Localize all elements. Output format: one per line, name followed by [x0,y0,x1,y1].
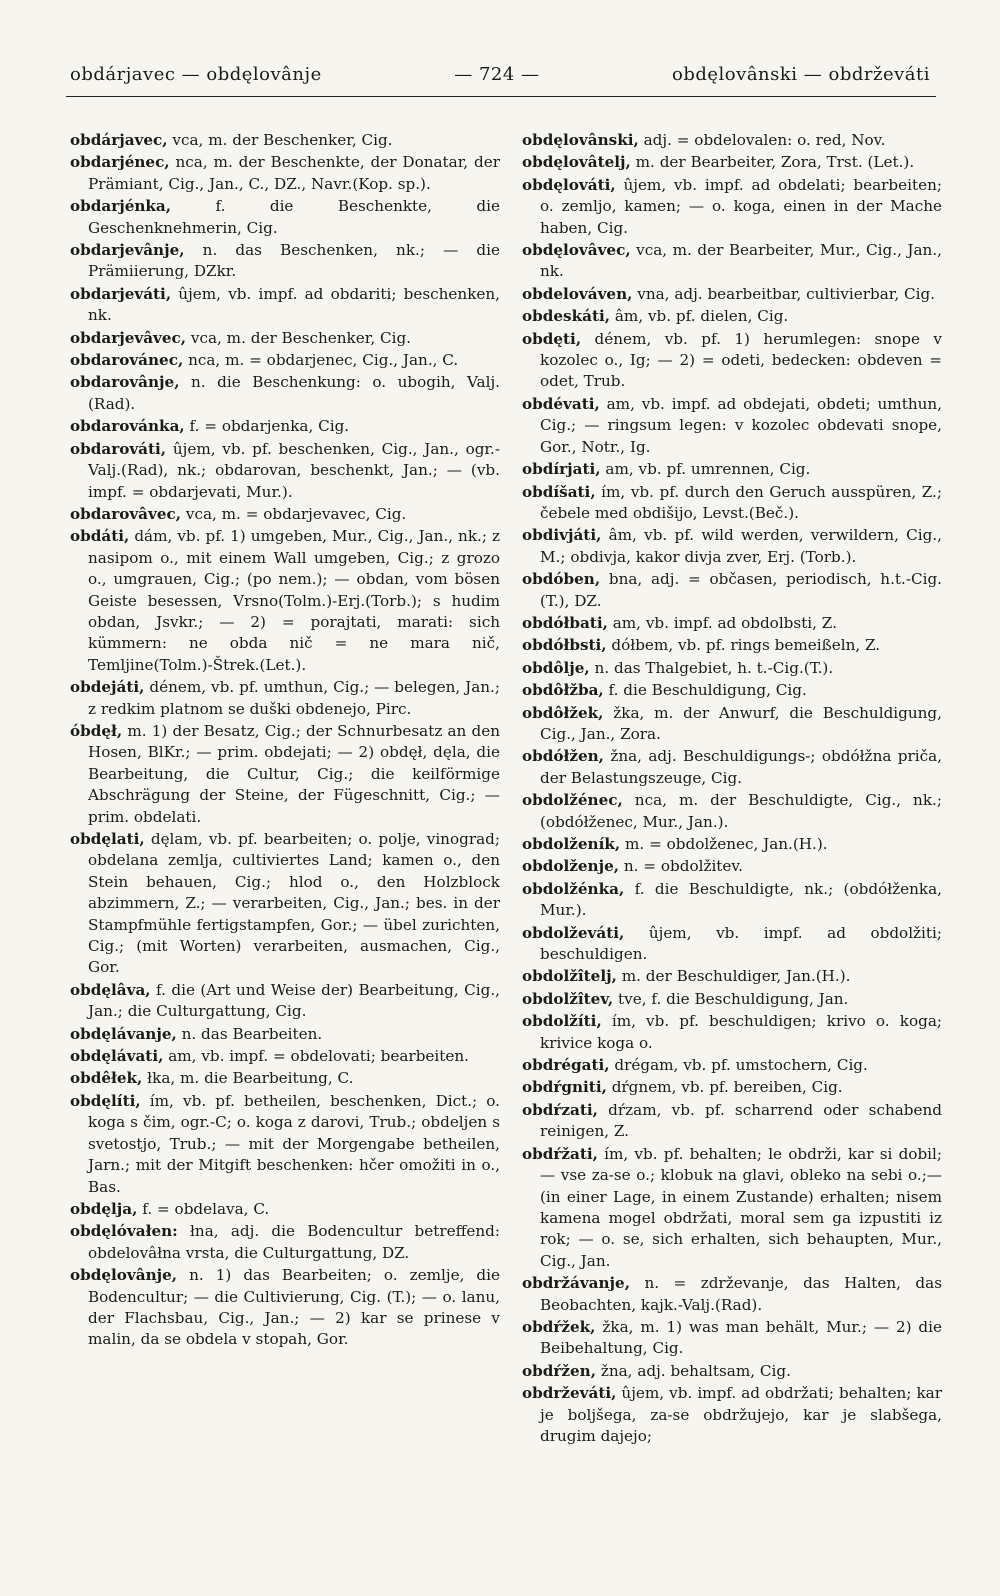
entry-definition: n. das Thalgebiet, h. t.-Cig.(T.). [589,658,834,677]
dictionary-entry [70,721,500,828]
dictionary-entry [522,130,942,151]
entry-definition: žka, m. der Anwurf, die Beschuldigung, Cig., Jan., Zora. [540,703,942,743]
entry-definition: ím, vb. pf. durch den Geruch ausspüren, Z.; čebele med obdišijo, Levst.(Beč.). [540,482,942,522]
entry-definition: f. die Beschuldigung, Cig. [603,681,807,700]
dictionary-entry [522,482,942,525]
entry-headword: obdarováti, [70,439,167,458]
entry-headword: obdárjavec, [70,131,168,149]
dictionary-entry [70,677,500,720]
entry-definition: n. das Beschenken, nk.; — die Prämiierung, DZkr. [88,241,500,281]
entry-headword: obdęlovâtelj, [522,153,631,172]
entry-definition: âm, vb. pf. wild werden, verwildern, Cig., M.; obdivja, kakor divja zver, Erj. (Torb.). [540,526,942,566]
dictionary-entry [70,439,500,503]
dictionary-entry [70,1091,500,1198]
entry-headword: obdółžen, [522,747,604,766]
entry-headword: obdarovâvec, [70,504,182,523]
entry-definition: ím, vb. pf. behalten; le obdrži, kar si dobil; — vse za-se o.; klobuk na glavi, obleko na sebi o.;—(in einer Lage, in einem Zustande) erhalten; nisem kamena mogel obdržati, moral sem ga izpustiti iz rok; — o. se, sich erhalten, sich behaupten, Mur., Cig., Jan. [540,1144,942,1270]
entry-definition: vna, adj. bearbeitbar, cultivierbar, Cig. [632,284,936,303]
entry-headword: obdêłek, [70,1069,143,1088]
entry-definition: nca, m. der Beschenkte, der Donatar, der Prämiant, Cig., Jan., C., DZ., Navr.(Kop. sp.). [88,153,500,193]
dictionary-entry [70,829,500,979]
entry-headword: obdółbsti, [522,636,607,655]
dictionary-entry [70,372,500,415]
dictionary-entry [522,834,942,855]
dictionary-entry [522,459,942,480]
entry-headword: obdarjénka, [70,197,172,216]
dictionary-entry [522,1011,942,1054]
entry-headword: obdejáti, [70,678,145,697]
dictionary-entry [522,1144,942,1272]
dictionary-entry [70,980,500,1023]
entry-definition: m. = obdolženec, Jan.(H.). [620,835,828,853]
dictionary-entry [522,1383,942,1447]
entry-definition: ûjem, vb. impf. ad obdariti; beschenken, nk. [88,284,500,325]
dictionary-entry [70,284,500,327]
entry-headword: obdęlávanje, [70,1024,177,1043]
dictionary-entry [70,240,500,283]
entry-headword: obdarjevânje, [70,241,185,260]
dictionary-entry [522,879,942,922]
entry-definition: n. 1) das Bearbeiten; o. zemlje, die Bodencultur; — die Cultivierung, Cig. (T.); — o. lanu, der Flachsbau, Cig., Jan.; — 2) kar se prinese v malin, da se obdela v stopah, Gor. [88,1266,500,1349]
entry-headword: obdŕzati, [522,1100,598,1119]
dictionary-entry [522,329,942,393]
dictionary-entry [522,703,942,746]
entry-headword: obdivjáti, [522,526,602,545]
dictionary-entry [70,196,500,239]
entry-definition: am, vb. pf. umrennen, Cig. [600,460,811,479]
entry-definition: dám, vb. pf. 1) umgeben, Mur., Cig., Jan., nk.; z nasipom o., mit einem Wall umgeben, Cig.; z grozo o., umgrauen, Cig.; (po nem.); — obdan, vom bösen Geiste besessen, Vrsno(Tolm.)-Erj.(Torb.); s hudim obdan, Jsvkr.; — 2) = porajtati, marati: sich kümmern: ne obda nič = ne mara nič, Temljine(Tolm.)-Štrek.(Let.). [88,527,500,674]
entry-definition: ûjem, vb. impf. ad obdržati; behalten; kar je boljšega, za-se obdržujejo, kar je slabšega, drugim dajejo; [540,1384,942,1445]
dictionary-entry [70,130,500,151]
entry-definition: f. die (Art und Weise der) Bearbeitung, Cig., Jan.; die Culturgattung, Cig. [88,980,500,1021]
entry-headword: obdolžîtelj, [522,967,617,986]
dictionary-entry [522,680,942,701]
entry-definition: ím, vb. pf. betheilen, beschenken, Dict.; o. koga s čim, ogr.-C; o. koga z darovi, Trub.; obdeljen s svetostjo, Trub.; — mit der Morgengabe betheilen, Jarn.; mit der Mitgift beschenken: hčer omožiti in o., Bas. [88,1091,500,1196]
entry-headword: obdôłžba, [522,681,604,700]
dictionary-entry [70,152,500,195]
entry-definition: âm, vb. pf. dielen, Cig. [610,307,789,326]
dictionary-entry [70,504,500,525]
entry-definition: bna, adj. = občasen, periodisch, h.t.-Cig.(T.), DZ. [540,570,942,610]
entry-definition: žka, m. 1) was man behält, Mur.; — 2) die Beibehaltung, Cig. [540,1317,942,1358]
entry-definition: f. die Beschenkte, die Geschenknehmerin, Cig. [88,197,500,237]
entry-definition: ím, vb. pf. beschuldigen; krivo o. koga; krivice koga o. [540,1012,942,1052]
entry-definition: am, vb. impf. = obdelovati; bearbeiten. [163,1047,469,1066]
entry-definition: ûjem, vb. impf. ad obdolžiti; beschuldigen. [540,923,942,964]
entry-headword: obdęlóvałen: [70,1222,178,1241]
entry-headword: obdęti, [522,329,582,348]
dictionary-entry [70,328,500,349]
dictionary-entry [522,790,942,833]
dictionary-entry [522,1317,942,1360]
dictionary-entry [522,240,942,283]
entry-headword: obdelováven, [522,284,633,303]
header-right: obdęlovânski — obdrževáti [672,64,930,85]
entry-headword: obdęlovânje, [70,1266,178,1285]
entry-definition: n. = obdolžitev. [619,857,744,876]
entry-definition: vca, m. der Bearbeiter, Mur., Cig., Jan., nk. [540,241,942,281]
entry-definition: m. der Bearbeiter, Zora, Trst. (Let.). [630,153,915,172]
running-header [70,64,930,85]
dictionary-entry [522,284,942,305]
entry-headword: obdáti, [70,527,130,546]
entry-headword: obdŕžek, [522,1317,596,1336]
entry-headword: obdrégati, [522,1056,610,1075]
entry-definition: žna, adj. Beschuldigungs-; obdółžna priča, der Belastungszeuge, Cig. [540,747,942,787]
header-rule [66,96,936,97]
entry-headword: obdôłžek, [522,703,604,722]
entry-headword: obdółbati, [522,613,608,632]
entry-definition: dénem, vb. pf. 1) herumlegen: snope v kozolec o., Ig; — 2) = odeti, bedecken: obdeven = odet, Trub. [540,329,942,391]
entry-definition: vca, m. der Beschenker, Cig. [167,131,393,149]
entry-headword: obdolženík, [522,835,621,853]
dictionary-entry [522,1273,942,1316]
dictionary-entry [522,1077,942,1098]
entry-definition: tve, f. die Beschuldigung, Jan. [613,989,849,1008]
entry-headword: obdęlovânski, [522,131,639,149]
entry-definition: łka, m. die Bearbeitung, C. [142,1069,354,1088]
dictionary-entry [522,152,942,173]
dictionary-entry [522,569,942,612]
entry-headword: obdržávanje, [522,1274,630,1293]
entry-definition: m. der Beschuldiger, Jan.(H.). [616,967,851,986]
dictionary-entry [522,966,942,987]
entry-headword: obdarjénec, [70,153,170,172]
dictionary-entry [70,416,500,437]
dictionary-entry [70,1221,500,1264]
right-column [522,130,942,1448]
entry-definition: am, vb. impf. ad obdejati, obdeti; umthun, Cig.; — ringsum legen: v kozolec obdevati snope, Gor., Notr., Ig. [540,394,942,456]
entry-headword: obdíšati, [522,482,596,501]
dictionary-entry [522,175,942,239]
left-column [70,130,500,1352]
entry-headword: obdolžíti, [522,1012,602,1031]
dictionary-entry [70,1024,500,1045]
dictionary-entry [70,526,500,676]
dictionary-entry [522,635,942,656]
entry-definition: n. = zdrževanje, das Halten, das Beobachten, kajk.-Valj.(Rad). [540,1274,942,1314]
dictionary-entry [70,350,500,371]
dictionary-entry [522,856,942,877]
entry-definition: dęlam, vb. pf. bearbeiten; o. polje, vinograd; obdelana zemlja, cultiviertes Land; kamen o., den Stein behauen, Cig.; hlod o., den Holzblock abzimmern, Z.; — verarbeiten, Cig., Jan.; bes. in der Stampfmühle fertigstampfen, Gor.; — übel zurichten, Cig.; (mit Worten) verarbeiten, ausmachen, Cig., Gor. [88,830,500,977]
entry-headword: obdrževáti, [522,1384,617,1403]
entry-headword: obdeskáti, [522,307,611,326]
entry-definition: f. die Beschuldigte, nk.; (obdółženka, Mur.). [540,879,942,920]
entry-headword: obdarjeváti, [70,284,172,303]
entry-headword: óbdęł, [70,721,123,740]
entry-definition: am, vb. impf. ad obdolbsti, Z. [607,613,837,632]
dictionary-entry [522,746,942,789]
entry-definition: ûjem, vb. impf. ad obdelati; bearbeiten; o. zemljo, kamen; — o. koga, einen in der Mache haben, Cig. [540,175,942,237]
dictionary-entry [522,1100,942,1143]
header-left: obdárjavec — obdęlovânje [70,64,322,85]
entry-headword: obdóben, [522,570,601,589]
entry-headword: obdęlávati, [70,1047,164,1066]
entry-headword: obdolženje, [522,857,620,876]
dictionary-entry [70,1068,500,1089]
entry-definition: vca, m. der Beschenker, Cig. [186,328,412,347]
entry-definition: dénem, vb. pf. umthun, Cig.; — belegen, Jan.; z redkim platnom se duški obdenejo, Pirc. [88,678,500,718]
dictionary-entry [70,1199,500,1220]
entry-headword: obdarovânje, [70,373,180,392]
entry-headword: obdôlje, [522,658,590,677]
entry-definition: f. = obdarjenka, Cig. [184,417,350,436]
entry-headword: obdŕžati, [522,1144,598,1163]
entry-headword: obdęlíti, [70,1091,141,1110]
entry-definition: n. das Bearbeiten. [176,1024,323,1043]
entry-headword: obdęlja, [70,1199,138,1218]
entry-headword: obdévati, [522,394,600,413]
entry-definition: nca, m. der Beschuldigte, Cig., nk.; (obdółženec, Mur., Jan.). [540,791,942,831]
entry-definition: nca, m. = obdarjenec, Cig., Jan., C. [183,351,459,370]
entry-headword: obdarjevâvec, [70,328,187,347]
dictionary-entry [522,525,942,568]
entry-definition: f. = obdelava, C. [137,1199,270,1218]
dictionary-entry [522,613,942,634]
entry-definition: łna, adj. die Bodencultur betreffend: obdelovâłna vrsta, die Culturgattung, DZ. [88,1222,500,1262]
entry-definition: vca, m. = obdarjevavec, Cig. [181,504,407,523]
entry-headword: obdolževáti, [522,923,625,942]
entry-headword: obdŕgniti, [522,1078,607,1097]
entry-definition: m. 1) der Besatz, Cig.; der Schnurbesatz an den Hosen, BlKr.; — prim. obdejati; — 2) obdęł, dęla, die Bearbeitung, die Cultur, Cig.; die keilförmige Abschrägung der Steine, der Fügeschnitt, Cig.; — prim. obdelati. [88,721,500,826]
dictionary-entry [70,1265,500,1351]
dictionary-entry [522,923,942,966]
entry-definition: dŕzam, vb. pf. scharrend oder schabend reinigen, Z. [540,1100,942,1141]
entry-headword: obdírjati, [522,460,601,479]
entry-definition: drégam, vb. pf. umstochern, Cig. [609,1056,868,1075]
dictionary-entry [522,989,942,1010]
dictionary-entry [522,658,942,679]
entry-headword: obdęlâva, [70,980,151,999]
entry-headword: obdęlovâvec, [522,241,631,260]
entry-definition: ûjem, vb. pf. beschenken, Cig., Jan., ogr.-Valj.(Rad), nk.; obdarovan, beschenkt, Jan.; — (vb. impf. = obdarjevati, Mur.). [88,439,500,501]
entry-definition: žna, adj. behaltsam, Cig. [596,1361,791,1380]
dictionary-entry [522,1055,942,1076]
dictionary-entry [522,394,942,458]
entry-headword: obdolžénka, [522,879,625,898]
entry-headword: obdęlati, [70,830,145,848]
page-number: — 724 — [454,64,540,85]
dictionary-entry [70,1046,500,1067]
entry-headword: obdŕžen, [522,1361,596,1380]
entry-headword: obdęlováti, [522,175,616,194]
entry-definition: adj. = obdelovalen: o. red, Nov. [638,131,886,149]
dictionary-entry [522,306,942,327]
dictionary-entry [522,1361,942,1382]
entry-headword: obdarovánka, [70,417,185,436]
entry-definition: dŕgnem, vb. pf. bereiben, Cig. [606,1078,843,1097]
entry-definition: dółbem, vb. pf. rings bemeißeln, Z. [606,636,881,655]
entry-headword: obdarovánec, [70,351,184,370]
entry-headword: obdolžîtev, [522,989,614,1008]
entry-headword: obdolžénec, [522,791,623,810]
entry-definition: n. die Beschenkung: o. ubogih, Valj.(Rad). [88,373,500,413]
